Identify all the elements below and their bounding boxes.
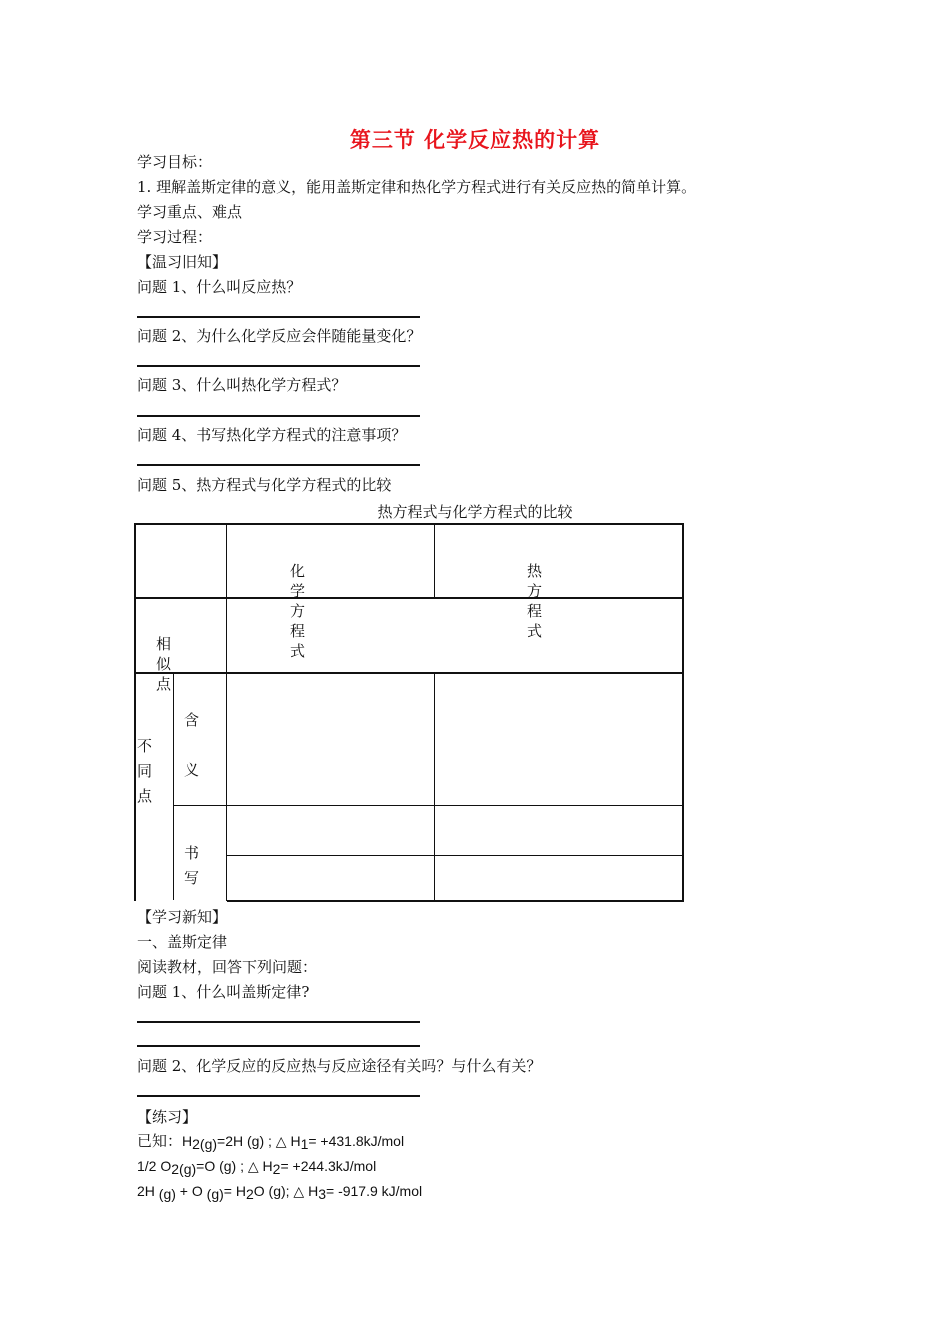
process-heading: 学习过程： [137, 228, 213, 246]
equation-text: =2H (g) ; △ H [217, 1133, 301, 1149]
row-label-similar: 相似点 [156, 635, 172, 693]
sub-label-meaning: 义 [184, 761, 200, 779]
equation-text: = +244.3kJ/mol [280, 1158, 377, 1174]
review-question: 问题 2、为什么化学反应会伴随能量变化？ [137, 327, 422, 345]
table-border [134, 672, 684, 674]
section-heading: 一、盖斯定律 [137, 933, 228, 951]
answer-line [137, 365, 420, 367]
review-question: 问题 5、热方程式与化学方程式的比较 [137, 476, 392, 494]
equation-text: H [182, 1133, 193, 1149]
equation-text: + O [175, 1183, 207, 1199]
review-question: 问题 3、什么叫热化学方程式？ [137, 376, 347, 394]
equation-subscript: (g) [158, 1186, 176, 1202]
table-border [173, 805, 684, 806]
header-chemical-equation: 化学方程式 [290, 562, 306, 660]
page-title: 第三节 化学反应热的计算 [349, 127, 601, 152]
answer-line [137, 316, 420, 318]
table-border [682, 523, 684, 902]
equation-text: =O (g) ; △ H [196, 1158, 273, 1174]
equation-subscript: (g) [206, 1186, 224, 1202]
review-question: 问题 1、什么叫反应热？ [137, 278, 302, 296]
table-border [134, 597, 684, 599]
equation-subscript: 2(g) [171, 1161, 197, 1177]
equation-text: = +431.8kJ/mol [308, 1133, 405, 1149]
answer-line [137, 1045, 420, 1047]
equation-text: 2H [137, 1183, 159, 1199]
practice-equation-1 [137, 1131, 404, 1154]
header-thermo-equation: 热方程式 [527, 562, 543, 640]
new-question: 问题 2、化学反应的反应热与反应途径有关吗？与什么有关？ [137, 1057, 542, 1075]
table-border [227, 900, 684, 902]
table-border [226, 523, 227, 901]
table-border [134, 523, 684, 525]
new-question: 问题 1、什么叫盖斯定律? [137, 983, 310, 1001]
table-border [434, 672, 435, 901]
equation-subscript: 2(g) [192, 1136, 218, 1152]
row-label-different: 不 [137, 737, 153, 755]
answer-line [137, 1021, 420, 1023]
equation-subscript: 3 [318, 1186, 326, 1202]
table-border [434, 523, 435, 598]
review-heading: 【温习旧知】 [137, 253, 228, 271]
goal-item: 1. 理解盖斯定律的意义，能用盖斯定律和热化学方程式进行有关反应热的简单计算。 [137, 178, 697, 196]
review-question: 问题 4、书写热化学方程式的注意事项？ [137, 426, 407, 444]
practice-heading: 【练习】 [137, 1108, 198, 1126]
sub-label-meaning: 含 [184, 711, 200, 729]
row-label-different: 同 [137, 762, 153, 780]
sub-label-writing: 写 [184, 869, 200, 887]
table-border [134, 523, 136, 901]
answer-line [137, 464, 420, 466]
key-points-heading: 学习重点、难点 [137, 203, 243, 221]
equation-subscript: 2 [272, 1161, 281, 1177]
answer-line [137, 415, 420, 417]
read-instruction: 阅读教材，回答下列问题： [137, 958, 318, 976]
practice-equation-2 [137, 1156, 376, 1179]
table-border [227, 855, 684, 856]
new-knowledge-heading: 【学习新知】 [137, 908, 228, 926]
table-caption: 热方程式与化学方程式的比较 [377, 503, 573, 521]
row-label-different: 点 [137, 787, 153, 805]
equation-text: O (g); △ H [253, 1183, 319, 1199]
equation-prefix: 已知： [137, 1132, 183, 1150]
answer-line [137, 1095, 420, 1097]
practice-equation-3 [137, 1181, 422, 1204]
equation-subscript: 1 [300, 1136, 309, 1152]
equation-text: = H [223, 1183, 246, 1199]
equation-text: = -917.9 kJ/mol [326, 1183, 423, 1199]
equation-subscript: 2 [245, 1186, 254, 1202]
table-border [173, 672, 174, 900]
sub-label-writing: 书 [184, 844, 200, 862]
goals-heading: 学习目标： [137, 153, 213, 171]
equation-text: 1/2 O [137, 1158, 172, 1174]
